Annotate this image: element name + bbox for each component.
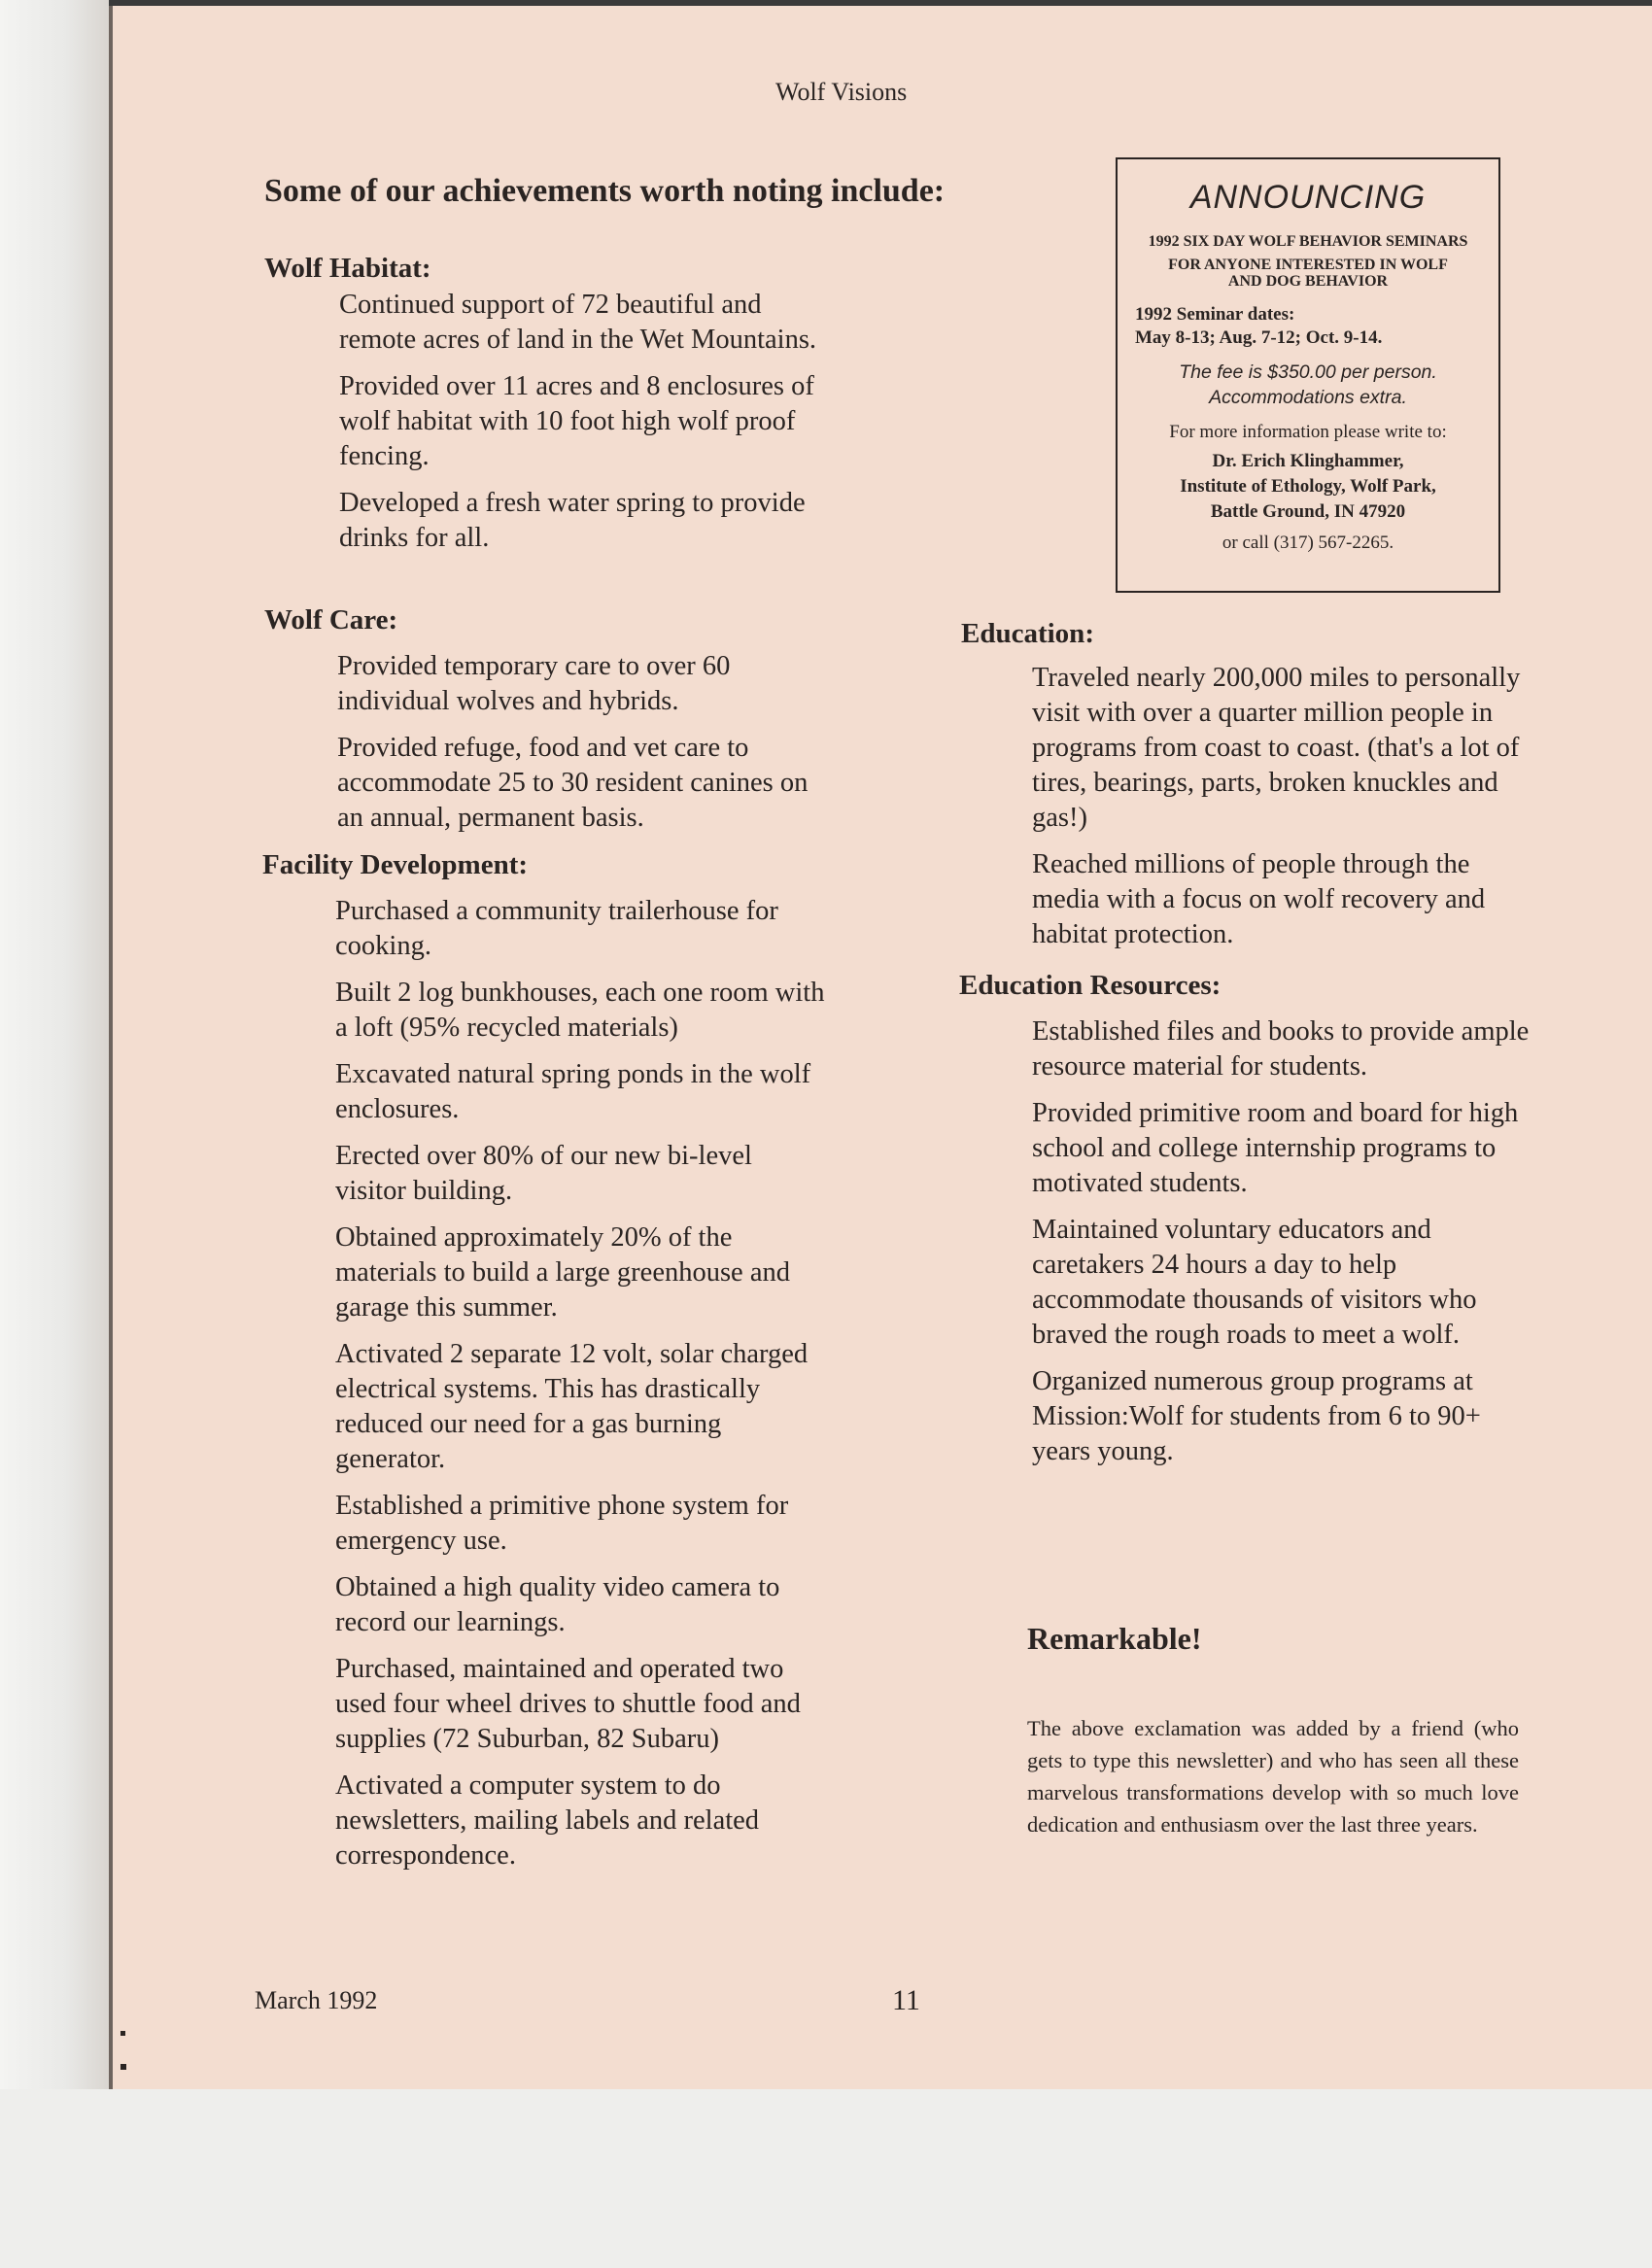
- accommodations-line: Accommodations extra.: [1209, 387, 1407, 408]
- contact-name: Dr. Erich Klinghammer,: [1212, 451, 1404, 471]
- list-item: Established files and books to provide ample resource material for students.: [1032, 1016, 1530, 1082]
- seminar-dates-value: May 8-13; Aug. 7-12; Oct. 9-14.: [1135, 327, 1383, 348]
- list-item: Purchased, maintained and operated two used four wheel drives to shuttle food and supplies (72 Suburban, 82 Subaru): [335, 1654, 801, 1754]
- list-item: Provided refuge, food and vet care to accommodate 25 to 30 resident canines on an annual, permanent basis.: [337, 733, 809, 833]
- list-item: Built 2 log bunkhouses, each one room with a loft (95% recycled materials): [335, 978, 825, 1043]
- section-title-wolf-care: Wolf Care:: [264, 604, 398, 636]
- facility-development-list: [335, 894, 826, 1885]
- seminar-fee: [1118, 360, 1498, 410]
- list-item: Established a primitive phone system for emergency use.: [335, 1491, 789, 1556]
- announcement-title: ANNOUNCING: [1189, 179, 1427, 216]
- seminar-dates-label: 1992 Seminar dates:: [1135, 304, 1295, 325]
- remarkable-text: The above exclamation was added by a friend (who gets to type this newsletter) and who has seen all these marvelous transformations develop with so much love dedication and enthusiasm over the last three years.: [1027, 1716, 1519, 1837]
- list-item: Provided temporary care to over 60 individual wolves and hybrids.: [337, 651, 731, 716]
- list-item: Reached millions of people through the media with a focus on wolf recovery and habitat protection.: [1032, 849, 1486, 949]
- announcement-line: AND DOG BEHAVIOR: [1227, 273, 1389, 290]
- list-item: Activated 2 separate 12 volt, solar charged electrical systems. This has drastically reduced our need for a gas burning generator.: [335, 1339, 809, 1474]
- section-title-education: Education:: [961, 618, 1094, 649]
- more-info-line: For more information please write to:: [1169, 422, 1447, 442]
- wolf-care-list: [337, 649, 828, 847]
- education-list: [1032, 661, 1533, 964]
- list-item: Obtained a high quality video camera to record our learnings.: [335, 1572, 780, 1637]
- list-item: Organized numerous group programs at Mission:Wolf for students from 6 to 90+ years young.: [1032, 1366, 1481, 1466]
- page-number: 11: [892, 1984, 920, 2016]
- section-title-facility-development: Facility Development:: [262, 849, 529, 880]
- list-item: Continued support of 72 beautiful and remote acres of land in the Wet Mountains.: [339, 290, 817, 355]
- wolf-habitat-list: [339, 288, 825, 567]
- announcement-line: FOR ANYONE INTERESTED IN WOLF: [1168, 257, 1448, 273]
- list-item: Erected over 80% of our new bi-level visitor building.: [335, 1141, 752, 1206]
- education-resources-list: [1032, 1014, 1533, 1481]
- fee-line: The fee is $350.00 per person.: [1179, 361, 1437, 383]
- list-item: Traveled nearly 200,000 miles to personally visit with over a quarter million people in programs from coast to coast. (that's a lot of tires, bearings, parts, broken knuckles and gas!): [1032, 663, 1521, 833]
- scan-speck: [120, 2031, 125, 2036]
- list-item: Provided over 11 acres and 8 enclosures of wolf habitat with 10 foot high wolf proof fencing.: [339, 371, 814, 471]
- seminar-dates: [1135, 303, 1498, 350]
- phone-line: or call (317) 567-2265.: [1222, 533, 1394, 553]
- running-title: Wolf Visions: [775, 78, 908, 106]
- list-item: Excavated natural spring ponds in the wolf enclosures.: [335, 1059, 811, 1124]
- section-title-wolf-habitat: Wolf Habitat:: [264, 253, 431, 284]
- announcement-box: [1116, 157, 1500, 593]
- scan-speck: [120, 2064, 126, 2070]
- scan-edge: [109, 0, 1652, 6]
- list-item: Activated a computer system to do newsletters, mailing labels and related correspondence.: [335, 1770, 760, 1871]
- list-item: Purchased a community trailerhouse for cooking.: [335, 896, 778, 961]
- list-item: Obtained approximately 20% of the materials to build a large greenhouse and garage this summer.: [335, 1222, 790, 1323]
- section-title-education-resources: Education Resources:: [959, 970, 1222, 1001]
- contact-org: Institute of Ethology, Wolf Park,: [1180, 476, 1436, 497]
- list-item: Maintained voluntary educators and caretakers 24 hours a day to help accommodate thousands of visitors who braved the rough roads to meet a wolf.: [1032, 1215, 1477, 1350]
- remarkable-title: Remarkable!: [1027, 1621, 1202, 1656]
- list-item: Developed a fresh water spring to provide drinks for all.: [339, 488, 806, 553]
- announcement-line: 1992 SIX DAY WOLF BEHAVIOR SEMINARS: [1148, 233, 1468, 250]
- footer-date: March 1992: [255, 1986, 378, 2014]
- main-heading: Some of our achievements worth noting include:: [264, 173, 946, 209]
- list-item: Provided primitive room and board for high school and college internship programs to motivated students.: [1032, 1098, 1519, 1198]
- page-shadow: [0, 0, 109, 2089]
- contact-block: [1118, 449, 1498, 525]
- contact-address: Battle Ground, IN 47920: [1210, 501, 1406, 522]
